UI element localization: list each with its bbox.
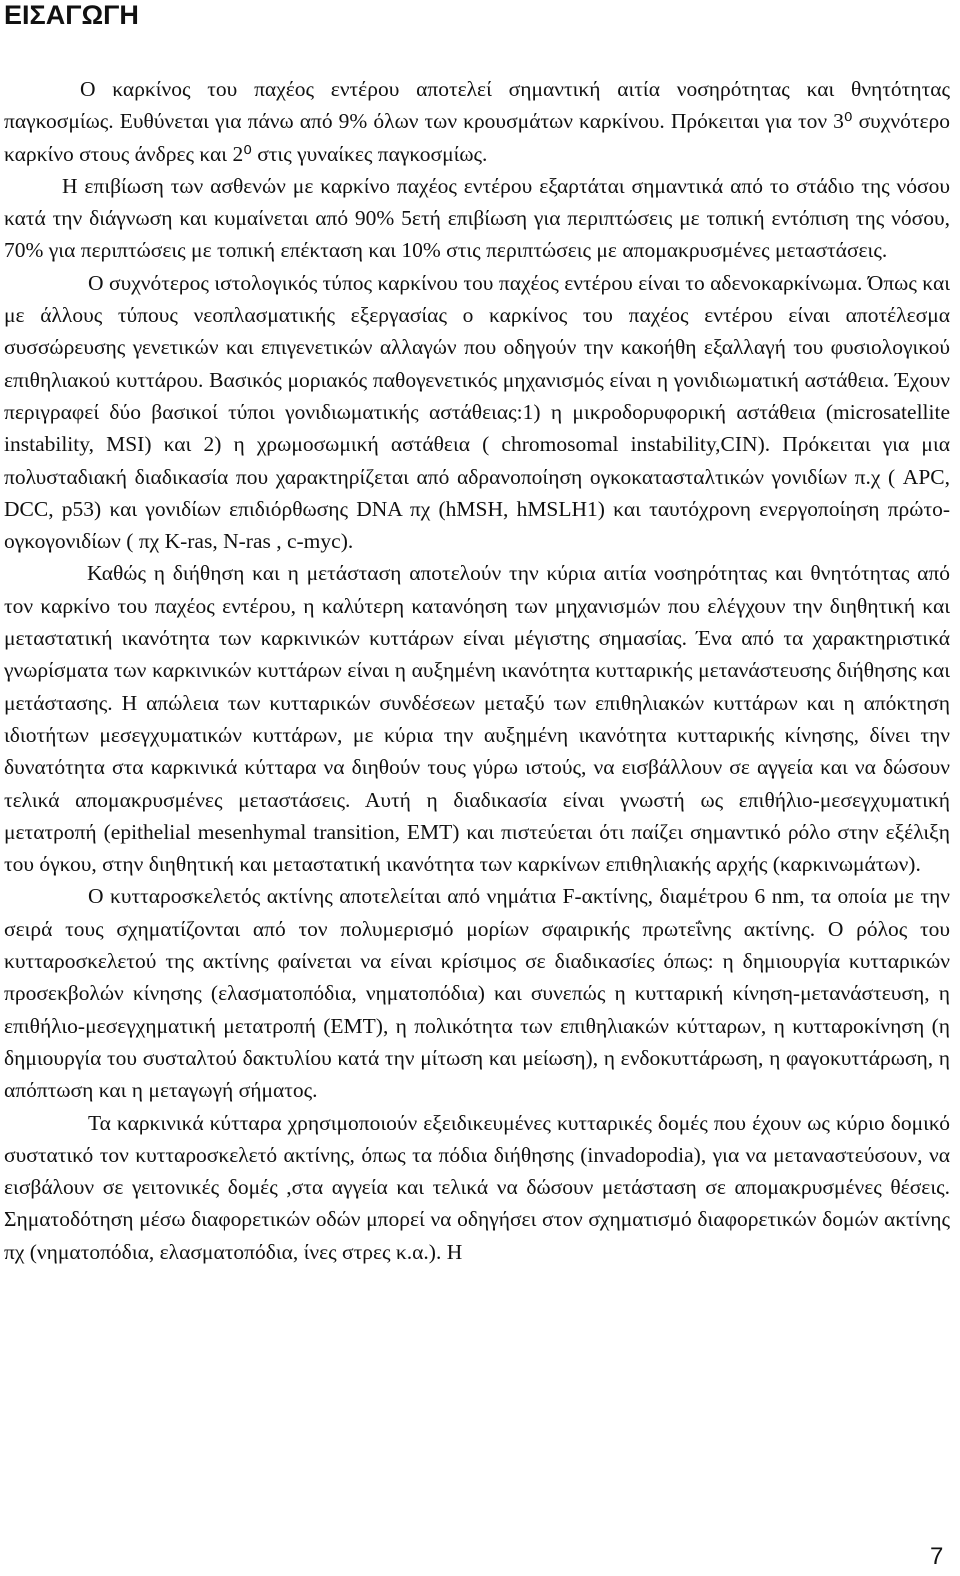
- paragraph-invasion-metastasis-emt: Καθώς η διήθηση και η μετάσταση αποτελούν την κύρια αιτία νοσηρότητας και θνητότητας από τον καρκίνο του παχέος εντέρου, η καλύτερη κατανόηση των μηχανισμών που ελέγχουν την διηθητική και μεταστατική ικανότητα των καρκινικών κυττάρων είναι μέγιστης σημασίας. Ένα από τα χαρακτηριστικά γνωρίσματα των καρκινικών κυττάρων είναι η αυξημένη ικανότητα κυτταρικής μετανάστευσης διήθησης και μετάστασης. Η απώλεια των κυτταρικών συνδέσεων μεταξύ των επιθηλιακών κυττάρων και η απόκτηση ιδιοτήτων μεσεγχυματικών κυττάρων, με κύρια την αυξημένη ικανότητα κυτταρικής κίνησης, δίνει την δυνατότητα στα καρκινικά κύτταρα να διηθούν τους γύρω ιστούς, να εισβάλλουν σε αγγεία και να δώσουν τελικά απομακρυσμένες μεταστάσεις. Αυτή η διαδικασία είναι γνωστή ως επιθήλιο-μεσεγχυματική μετατροπή (epithelial mesenhymal transition, EMT) και πιστεύεται ότι παίζει σημαντικό ρόλο στην εξέλιξη του όγκου, στην διηθητική και μεταστατική ικανότητα των καρκίνων επιθηλιακής αρχής (καρκινωμάτων).: [4, 561, 950, 877]
- page-number: 7: [930, 1543, 944, 1570]
- paragraph-invadopodia: Τα καρκινικά κύτταρα χρησιμοποιούν εξειδικευμένες κυτταρικές δομές που έχουν ως κύριο δομικό συστατικό τον κυτταροσκελετό ακτίνης, όπως τα πόδια διήθησης (invadopodia), για να μεταναστεύσουν, να εισβάλουν σε γειτονικές δομές ,στα αγγεία και τελικά να δώσουν μετάσταση σε απομακρυσμένες θέσεις. Σηματοδότηση μέσω διαφορετικών οδών μπορεί να οδηγήσει στον σχηματισμό διαφορετικών δομών ακτίνης πχ (νηματοπόδια, ελασματοπόδια, ίνες στρες κ.α.). Η: [4, 1110, 950, 1264]
- page-title: ΕΙΣΑΓΩΓΗ: [4, 0, 139, 30]
- paragraph-colorectal-cancer-burden: Ο καρκίνος του παχέος εντέρου αποτελεί σημαντική αιτία νοσηρότητας και θνητότητας παγκοσμίως. Ευθύνεται για πάνω από 9% όλων των κρουσμάτων καρκίνου. Πρόκειται για τον 3⁰ συχνότερο καρκίνο στους άνδρες και 2⁰ στις γυναίκες παγκοσμίως.: [4, 77, 950, 166]
- paragraph-histology-genomic-instability: Ο συχνότερος ιστολογικός τύπος καρκίνου του παχέος εντέρου είναι το αδενοκαρκίνωμα. Όπως και με άλλους τύπους νεοπλασματικής εξεργασίας ο καρκίνος του παχέος εντέρου είναι αποτέλεσμα συσσώρευσης γενετικών και επιγενετικών αλλαγών που οδηγούν την κακοήθη εξαλλαγή του φυσιολογικού επιθηλιακού κυττάρου. Βασικός μοριακός παθογενετικός μηχανισμός είναι η γονιδιωματική αστάθεια. Έχουν περιγραφεί δύο βασικοί τύποι γονιδιωματικής αστάθειας:1) η μικροδορυφορική αστάθεια (microsatellite instability, MSI) και 2) η χρωμοσωμική αστάθεια ( chromosomal instability,CIN). Πρόκειται για μια πολυσταδιακή διαδικασία που χαρακτηρίζεται από αδρανοποίηση ογκοκατασταλτικών γονιδίων π.χ ( APC, DCC, p53) και γονιδίων επιδιόρθωσης DNA πχ (hMSH, hMSLH1) και ταυτόχρονη ενεργοποίηση πρώτο- ογκογονιδίων ( πχ K-ras, N-ras , c-myc).: [4, 270, 950, 554]
- paragraph-actin-cytoskeleton: Ο κυτταροσκελετός ακτίνης αποτελείται από νημάτια F-ακτίνης, διαμέτρου 6 nm, τα οποία με την σειρά τους σχηματίζονται από τον πολυμερισμό μορίων σφαιρικής πρωτεΐνης ακτίνης. Ο ρόλος του κυτταροσκελετού της ακτίνης φαίνεται να είναι κρίσιμος σε διαδικασίες όπως: η δημιουργία κυτταρικών προσεκβολών κίνησης (ελασματοπόδια, νηματοπόδια) και συνεπώς η κυτταρική κίνηση-μετανάστευση, η επιθήλιο-μεσεγχηματική μετατροπή (ΕΜΤ), η πολικότητα των επιθηλιακών κύτταρων, η κυτταροκίνηση (η δημιουργία του συσταλτού δακτυλίου κατά την μίτωση και μείωση), η ενδοκυττάρωση, η φαγοκυττάρωση, η απόπτωση και η μεταγωγή σήματος.: [4, 884, 950, 1103]
- document-body: [4, 73, 950, 1268]
- paragraph-survival: Η επιβίωση των ασθενών με καρκίνο παχέος εντέρου εξαρτάται σημαντικά από το στάδιο της νόσου κατά την διάγνωση και κυμαίνεται από 90% 5ετή επιβίωση για περιπτώσεις με τοπική εντόπιση της νόσου, 70% για περιπτώσεις με τοπική επέκταση και 10% στις περιπτώσεις με απομακρυσμένες μεταστάσεις.: [4, 173, 950, 263]
